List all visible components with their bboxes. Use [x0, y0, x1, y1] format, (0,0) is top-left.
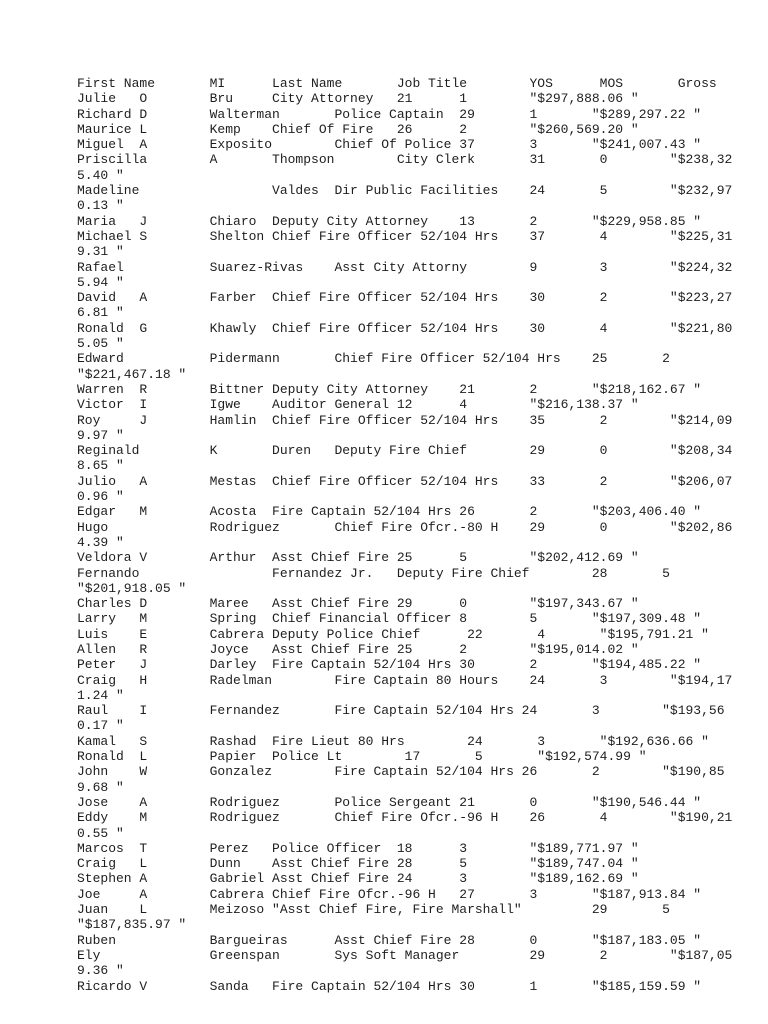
table-text-line: Reginald K Duren Deputy Fire Chief 29 0 "$208,34 [77, 443, 733, 459]
table-text-line: Maria J Chiaro Deputy City Attorney 13 2 "$229,958.85 " [77, 213, 702, 229]
table-text-line: David A Farber Chief Fire Officer 52/104 Hrs 30 2 "$223,27 [77, 290, 733, 306]
table-text-line: 8.65 " [77, 458, 124, 474]
table-text-line: Julie O Bru City Attorney 21 1 "$297,888.06 " [77, 91, 639, 107]
table-text-line: 0.96 " [77, 489, 124, 505]
table-text-line: Larry M Spring Chief Financial Officer 8 5 "$197,309.48 " [77, 611, 702, 627]
table-text-line: 0.55 " [77, 825, 124, 841]
table-text-line: John W Gonzalez Fire Captain 52/104 Hrs 26 2 "$190,85 [77, 764, 725, 780]
table-text-line: Joe A Cabrera Chief Fire Ofcr.-96 H 27 3 "$187,913.84 " [77, 886, 702, 902]
table-text-line: Rafael Suarez-Rivas Asst City Attorny 9 3 "$224,32 [77, 259, 733, 275]
table-text-line: Roy J Hamlin Chief Fire Officer 52/104 Hrs 35 2 "$214,09 [77, 412, 733, 428]
table-text-line: Edgar M Acosta Fire Captain 52/104 Hrs 26 2 "$203,406.40 " [77, 504, 702, 520]
table-text-line: Ricardo V Sanda Fire Captain 52/104 Hrs 30 1 "$185,159.59 " [77, 978, 702, 994]
table-text-line: 5.94 " [77, 274, 124, 290]
table-text-line: Stephen A Gabriel Asst Chief Fire 24 3 "$189,162.69 " [77, 871, 639, 887]
table-text-line: Luis E Cabrera Deputy Police Chief 22 4 "$195,791.21 " [77, 626, 709, 642]
table-text-line: Ely Greenspan Sys Soft Manager 29 2 "$187,05 [77, 947, 733, 963]
table-text-line: 4.39 " [77, 534, 124, 550]
table-text-line: Victor I Igwe Auditor General 12 4 "$216,138.37 " [77, 397, 639, 413]
table-text-line: 9.68 " [77, 779, 124, 795]
table-text-line: 5.05 " [77, 336, 124, 352]
table-text-line: Peter J Darley Fire Captain 52/104 Hrs 30 2 "$194,485.22 " [77, 657, 702, 673]
table-text-line: Hugo Rodriguez Chief Fire Ofcr.-80 H 29 0 "$202,86 [77, 519, 733, 535]
table-text-line: Miguel A Exposito Chief Of Police 37 3 "$241,007.43 " [77, 137, 702, 153]
table-header-line: First Name MI Last Name Job Title YOS MOS Gross [77, 76, 717, 91]
document-page [77, 76, 757, 994]
table-text-line: Warren R Bittner Deputy City Attorney 21 2 "$218,162.67 " [77, 381, 702, 397]
table-text-line: 6.81 " [77, 305, 124, 321]
table-text-line: "$201,918.05 " [77, 580, 187, 596]
table-text-line: Madeline Valdes Dir Public Facilities 24 5 "$232,97 [77, 183, 733, 199]
table-text-line: "$187,835.97 " [77, 917, 187, 933]
table-text-line: Craig L Dunn Asst Chief Fire 28 5 "$189,747.04 " [77, 856, 639, 872]
table-text-line: 9.31 " [77, 244, 124, 260]
table-text-line: Eddy M Rodriguez Chief Fire Ofcr.-96 H 26 4 "$190,21 [77, 810, 733, 826]
table-text-line: Allen R Joyce Asst Chief Fire 25 2 "$195,014.02 " [77, 641, 639, 657]
table-text-line: 5.40 " [77, 167, 124, 183]
table-text-line: Michael S Shelton Chief Fire Officer 52/104 Hrs 37 4 "$225,31 [77, 228, 733, 244]
table-text-line: 9.97 " [77, 427, 124, 443]
table-text-line: Juan L Meizoso "Asst Chief Fire, Fire Marshall" 29 5 [77, 902, 670, 918]
table-text-line: Veldora V Arthur Asst Chief Fire 25 5 "$202,412.69 " [77, 550, 639, 566]
table-text-line: 0.17 " [77, 718, 124, 734]
table-text-line: Ronald G Khawly Chief Fire Officer 52/104 Hrs 30 4 "$221,80 [77, 320, 733, 336]
table-text-line: 9.36 " [77, 963, 124, 979]
table-text-line: Priscilla A Thompson City Clerk 31 0 "$238,32 [77, 152, 733, 168]
table-text-line: 1.24 " [77, 687, 124, 703]
table-text-line: Charles D Maree Asst Chief Fire 29 0 "$197,343.67 " [77, 596, 639, 612]
table-text-line: Ruben Bargueiras Asst Chief Fire 28 0 "$187,183.05 " [77, 932, 702, 948]
table-text-line: Maurice L Kemp Chief Of Fire 26 2 "$260,569.20 " [77, 121, 639, 137]
table-text-line: Kamal S Rashad Fire Lieut 80 Hrs 24 3 "$192,636.66 " [77, 733, 709, 749]
table-text-line: Julio A Mestas Chief Fire Officer 52/104 Hrs 33 2 "$206,07 [77, 473, 733, 489]
table-text-line: 0.13 " [77, 198, 124, 214]
table-text-line: Richard D Walterman Police Captain 29 1 "$289,297.22 " [77, 106, 702, 122]
table-text-line: "$221,467.18 " [77, 366, 187, 382]
table-text-line: Jose A Rodriguez Police Sergeant 21 0 "$190,546.44 " [77, 794, 702, 810]
table-text-line: Craig H Radelman Fire Captain 80 Hours 24 3 "$194,17 [77, 672, 733, 688]
table-text-line: Raul I Fernandez Fire Captain 52/104 Hrs 24 3 "$193,56 [77, 703, 725, 719]
table-text-line: Ronald L Papier Police Lt 17 5 "$192,574.99 " [77, 749, 647, 765]
table-text-line: Edward Pidermann Chief Fire Officer 52/104 Hrs 25 2 [77, 351, 670, 367]
table-text-line: Marcos T Perez Police Officer 18 3 "$189,771.97 " [77, 840, 639, 856]
table-text-line: Fernando Fernandez Jr. Deputy Fire Chief 28 5 [77, 565, 670, 581]
